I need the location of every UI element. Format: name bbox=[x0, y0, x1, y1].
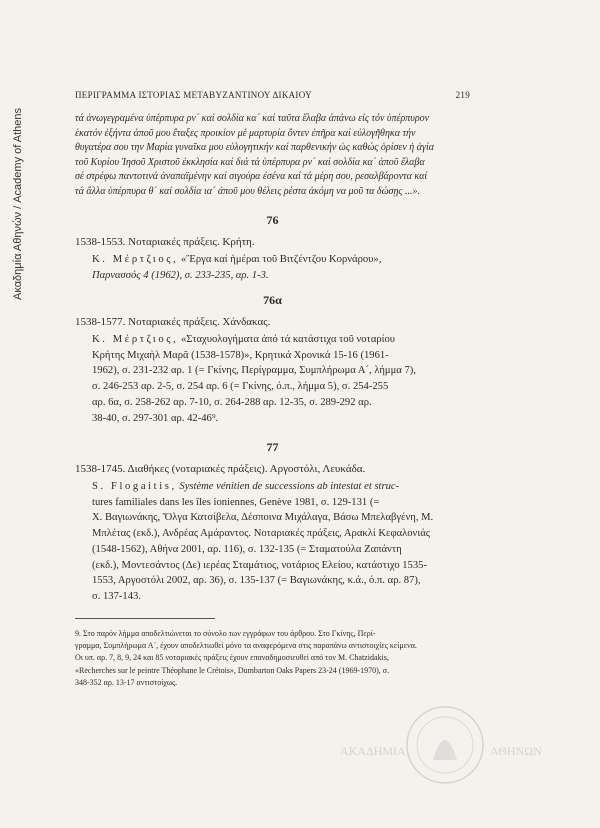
footnote-line: 9. Στο παρόν λήμμα αποδελτιώνεται το σύνολο των εγγράφων του άρθρου. Στο Γκίνης, Περί- bbox=[75, 629, 376, 638]
archive-side-label bbox=[12, 30, 28, 300]
reference-line: Κρήτης Μιχαὴλ Μαρᾶ (1538-1578)», Κρητικά Χρονικά 15-16 (1961- bbox=[92, 349, 389, 361]
quote-line: σέ στρέφω παντοτινά ἀναπαϊμένην καί σιγούρα ἐσένα καί τά μέρη σου, ρεσαλβάροντα καί bbox=[75, 171, 428, 183]
watermark-left-word: ΑΚΑΔΗΜΙΑ bbox=[340, 744, 406, 758]
reference-line: Μπλέτας (εκδ.), Ανδρέας Αμάραντος. Νοταριακές πράξεις, Αρακλί Κεφαλονιάς bbox=[92, 528, 430, 540]
footnote-divider bbox=[75, 618, 215, 619]
author-name: S. Flogaitis, bbox=[92, 481, 177, 492]
reference-text: «Σταχυολογήματα ἀπό τά κατάστιχα τοῦ νοταρίου bbox=[180, 334, 396, 345]
author-name: Κ. Μέρτζιος, bbox=[92, 254, 179, 265]
reference-line bbox=[92, 479, 472, 495]
reference-line bbox=[92, 332, 472, 348]
watermark-right-word: ΑΘΗΝΩΝ bbox=[490, 744, 542, 758]
reference-text: Système vénitien de successions ab intestat et struc- bbox=[179, 481, 400, 492]
reference-line: 38-40, σ. 297-301 αρ. 42-46⁹. bbox=[92, 412, 219, 424]
reference-line: Παρνασσός 4 (1962), σ. 233-235, αρ. 1-3. bbox=[92, 269, 269, 281]
reference-line: (1548-1562), Αθήνα 2001, αρ. 116), σ. 132-135 (= Σταματούλα Ζαπάντη bbox=[92, 543, 402, 555]
author-name: Κ. Μέρτζιος, bbox=[92, 334, 179, 345]
reference-line: αρ. 6α, σ. 258-262 αρ. 7-10, σ. 264-288 αρ. 12-35, σ. 289-292 αρ. bbox=[92, 396, 372, 408]
reference-line: Χ. Βαγιωνάκης, Ὄλγα Κατσίβελα, Δέσποινα Μιχάλαγα, Βάσω Μπελαβγένη, Μ. bbox=[92, 512, 434, 524]
footnote-line: Οι υπ. αρ. 7, 8, 9, 24 και 85 νοταριακές πράξεις έχουν επαναδημοσιευθεί από τον M. Chatzidakis, bbox=[75, 653, 389, 663]
reference-line bbox=[92, 252, 472, 268]
footnote-line: 348-352 αρ. 13-17 αντιστοίχως. bbox=[75, 677, 178, 687]
quoted-document-text bbox=[75, 112, 470, 200]
entry-heading: 1538-1745. Διαθήκες (νοταριακές πράξεις). Αργοστόλι, Λευκάδα. bbox=[75, 463, 366, 475]
running-title: ΠΕΡΙΓΡΑΜΜΑ ΙΣΤΟΡΙΑΣ ΜΕΤΑΒΥΖΑΝΤΙΝΟΥ ΔΙΚΑΙΟΥ bbox=[75, 90, 312, 100]
page-number: 219 bbox=[455, 90, 470, 100]
entry-reference bbox=[92, 252, 472, 283]
entry-reference bbox=[92, 332, 472, 426]
entry-number: 76 bbox=[266, 213, 279, 227]
reference-line: 1553, Αργοστόλι 2002, αρ. 36), σ. 135-137 (= Βαγιωνάκης, κ.ά., ό.π. αρ. 87), bbox=[92, 575, 421, 587]
academy-watermark bbox=[330, 690, 560, 810]
reference-line: tures familiales dans les îles ioniennes, Genève 1981, σ. 129-131 (= bbox=[92, 496, 380, 508]
entry-reference bbox=[92, 479, 472, 605]
reference-line: (εκδ.), Μοντεσάντος (Δε) ιερέας Σταμάτιος, νοτάριος Ελείου, κατάστιχο 1535- bbox=[92, 559, 427, 571]
archive-label-text: Ακαδημία Αθηνών / Academy of Athens bbox=[12, 107, 24, 300]
quote-line: ἑκατόν ἑξήντα ἀποῦ μου ἔταξες προικίον μέ μαρτυρία ὄντεν ἐπῆρα καί εὐλογῆθηκα τήν bbox=[75, 127, 416, 139]
quote-line: τά ἄλλα ὑπέρπυρα θ´ καί σολδία ια´ ἀποῦ μου θέλεις ρέστα ἀκόμη να μοῦ τα δώσῃς ...». bbox=[75, 185, 420, 197]
entry-number: 77 bbox=[266, 440, 279, 454]
footnote bbox=[75, 628, 470, 689]
entry-number: 76α bbox=[263, 293, 282, 307]
reference-line: 1962), σ. 231-232 αρ. 1 (= Γκίνης, Περίγραμμα, Συμπλήρωμα Α´, λήμμα 7), bbox=[92, 365, 416, 377]
running-header bbox=[75, 90, 470, 100]
quote-line: θυγατέρα σου την Μαρία γυναῖκα μου εὐλογητικήν καί παρθενικήν ὡς καθώς ὁρίσεν ἡ ἁγία bbox=[75, 142, 434, 154]
footnote-line: γραμμα, Συμπλήρωμα Α´, έχουν αποδελτιωθεί μόνο τα αναφερόμενα στις παραπάνω αντιστοιχίες κείμενα. bbox=[75, 641, 417, 651]
footnote-line: «Recherches sur le peintre Théophane le Crétois», Dumbarton Oaks Papers 23-24 (1969-1970), σ. bbox=[75, 665, 390, 675]
entry-heading: 1538-1577. Νοταριακές πράξεις. Χάνδακας. bbox=[75, 316, 271, 328]
quote-line: τά ἀνωγεγραμένα ὑπέρπυρα ρν´ καί σολδία κα´ καί ταῦτα ἔλαβα ἀπάνω εἰς τόν ὑπέρπυρον bbox=[75, 113, 430, 124]
reference-text: «Ἔργα καί ἡμέραι τοῦ Βιτζέντζου Κορνάρου», bbox=[180, 254, 382, 265]
quote-line: τοῦ Κυρίου Ἰησοῦ Χριστοῦ ἐκκλησία καί διά τά ὑπέρπυρα ρν´ καί σολδία κα´ ἀποῦ ἔλαβα bbox=[75, 156, 425, 168]
reference-line: σ. 137-143. bbox=[92, 590, 141, 602]
entry-heading: 1538-1553. Νοταριακές πράξεις. Κρήτη. bbox=[75, 236, 255, 248]
reference-line: σ. 246-253 αρ. 2-5, σ. 254 αρ. 6 (= Γκίνης, ό.π., λήμμα 5), σ. 254-255 bbox=[92, 381, 389, 393]
